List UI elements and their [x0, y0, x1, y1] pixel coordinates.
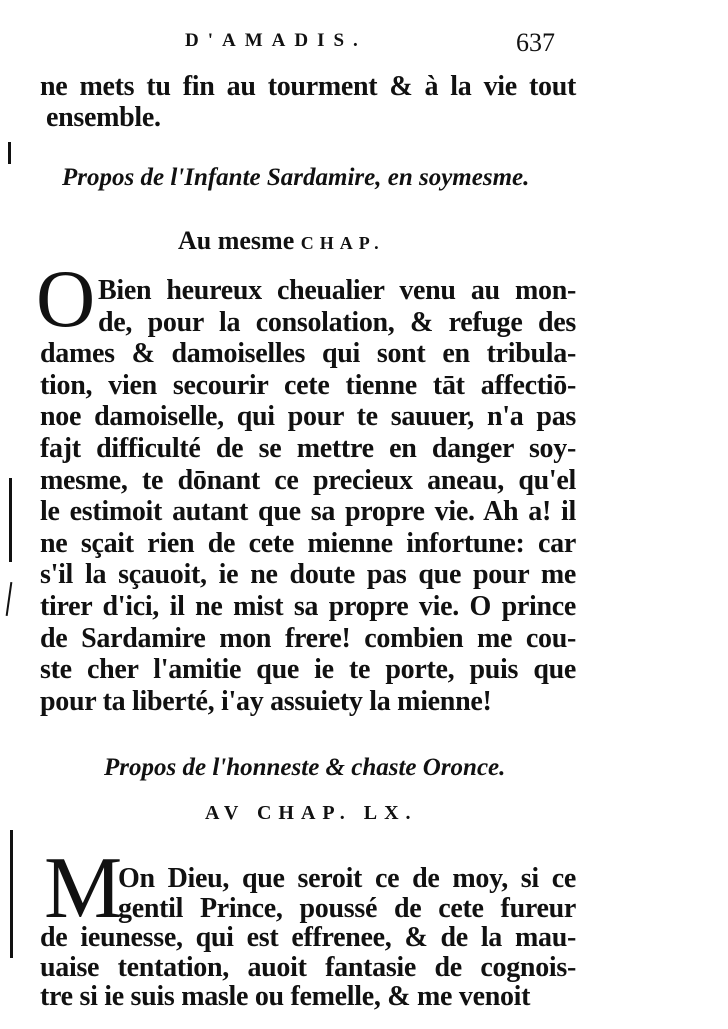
text-line: de, pour la consolation, & refuge des [98, 306, 576, 338]
margin-mark [10, 830, 13, 958]
text-line: uaise tentation, auoit fantasie de cognois- [40, 951, 576, 983]
text-line: ne mets tu fin au tourment & à la vie tout [40, 71, 576, 102]
margin-mark [6, 582, 13, 616]
text-line: gentil Prince, poussé de cete fureur [118, 892, 576, 924]
drop-cap-m: M [44, 840, 123, 937]
text-line: le estimoit autant que sa propre vie. Ah a! il [40, 496, 576, 528]
chapter-prefix: Au mesme [178, 226, 295, 255]
text-line: tre si ie suis masle ou femelle, & me venoit [40, 981, 531, 1013]
margin-mark [9, 478, 12, 562]
margin-mark [8, 142, 11, 164]
text-line: de Sardamire mon frere! combien me cou- [40, 622, 576, 654]
text-line: tirer d'ici, il ne mist sa propre vie. O prince [40, 591, 576, 622]
text-line: dames & damoiselles qui sont en tribula- [40, 338, 576, 370]
page-number: 637 [516, 28, 555, 57]
text-line: s'il la sçauoit, ie ne doute pas que pour me [40, 559, 576, 591]
text-line: fajt difficulté de se mettre en danger soy- [40, 433, 576, 464]
text-line: noe damoiselle, qui pour te sauuer, n'a pas [40, 401, 576, 433]
text-line: mesme, te dōnant ce precieux aneau, qu'el [40, 464, 576, 496]
section1-heading: Propos de l'Infante Sardamire, en soymesme. [62, 164, 530, 191]
text-line: tion, vien secourir cete tienne tāt affectiō- [40, 369, 576, 401]
text-line: ensemble. [46, 102, 161, 133]
text-line: ne sçait rien de cete mienne infortune: car [40, 527, 576, 559]
text-line: pour ta liberté, i'ay assuiety la mienne! [40, 685, 492, 717]
section2-heading: Propos de l'honneste & chaste Oronce. [104, 754, 506, 781]
section1-chapter [178, 226, 385, 256]
text-line: de ieunesse, qui est effrenee, & de la mau- [40, 922, 576, 954]
chapter-label: CHAP. [300, 233, 385, 253]
section2-chapter: AV CHAP. LX. [205, 802, 418, 824]
text-line: On Dieu, que seroit ce de moy, si ce [118, 863, 576, 894]
drop-cap-o: O [36, 253, 96, 344]
text-line: ste cher l'amitie que ie te porte, puis que [40, 654, 576, 686]
text-line: Bien heureux cheualier venu au mon- [98, 275, 576, 306]
running-title: D'AMADIS. [185, 30, 367, 51]
